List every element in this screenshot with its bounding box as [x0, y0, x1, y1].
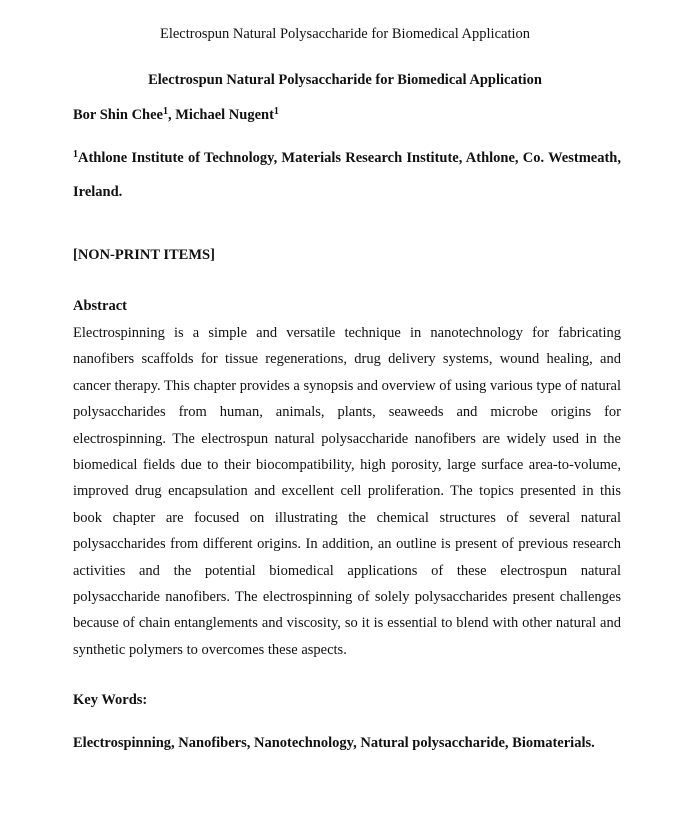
- author-name: Bor Shin Chee: [73, 107, 163, 123]
- author-list: [73, 107, 621, 124]
- author-name: Michael Nugent: [175, 107, 274, 123]
- affiliation-text: Athlone Institute of Technology, Materials Research Institute, Athlone, Co. Westmeath, Ireland.: [73, 150, 621, 200]
- affiliation-mark: 1: [273, 106, 279, 117]
- abstract-heading: Abstract: [73, 298, 127, 314]
- abstract-body: Electrospinning is a simple and versatile technique in nanotechnology for fabricating nanofibers scaffolds for tissue regenerations, drug delivery systems, wound healing, and cancer therapy. This chapter provides a synopsis and overview of using various type of natural polysaccharides from human, animals, plants, seaweeds and microbe origins for electrospinning. The electrospun natural polysaccharide nanofibers are widely used in the biomedical fields due to their biocompatibility, high porosity, large surface area-to-volume, improved drug encapsulation and excellent cell proliferation. The topics presented in this book chapter are focused on illustrating the chemical structures of several natural polysaccharides from different origins. In addition, an outline is present of previous research activities and the potential biomedical applications of these electrospun natural polysaccharide nanofibers. The electrospinning of solely polysaccharides present challenges because of chain entanglements and viscosity, so it is essential to blend with other natural and synthetic polymers to overcomes these aspects.: [73, 325, 621, 658]
- running-header: Electrospun Natural Polysaccharide for Biomedical Application: [159, 26, 531, 42]
- author-separator: ,: [167, 107, 176, 123]
- keywords-heading: Key Words:: [73, 692, 148, 708]
- affiliation-mark: 1: [73, 149, 78, 160]
- non-print-items-marker: [NON-PRINT ITEMS]: [73, 247, 215, 263]
- paper-title: Electrospun Natural Polysaccharide for Biomedical Application: [148, 72, 542, 88]
- affiliation: [73, 141, 621, 209]
- keywords-body: Electrospinning, Nanofibers, Nanotechnology, Natural polysaccharide, Biomaterials.: [73, 735, 595, 751]
- affiliation-mark: 1: [162, 106, 168, 117]
